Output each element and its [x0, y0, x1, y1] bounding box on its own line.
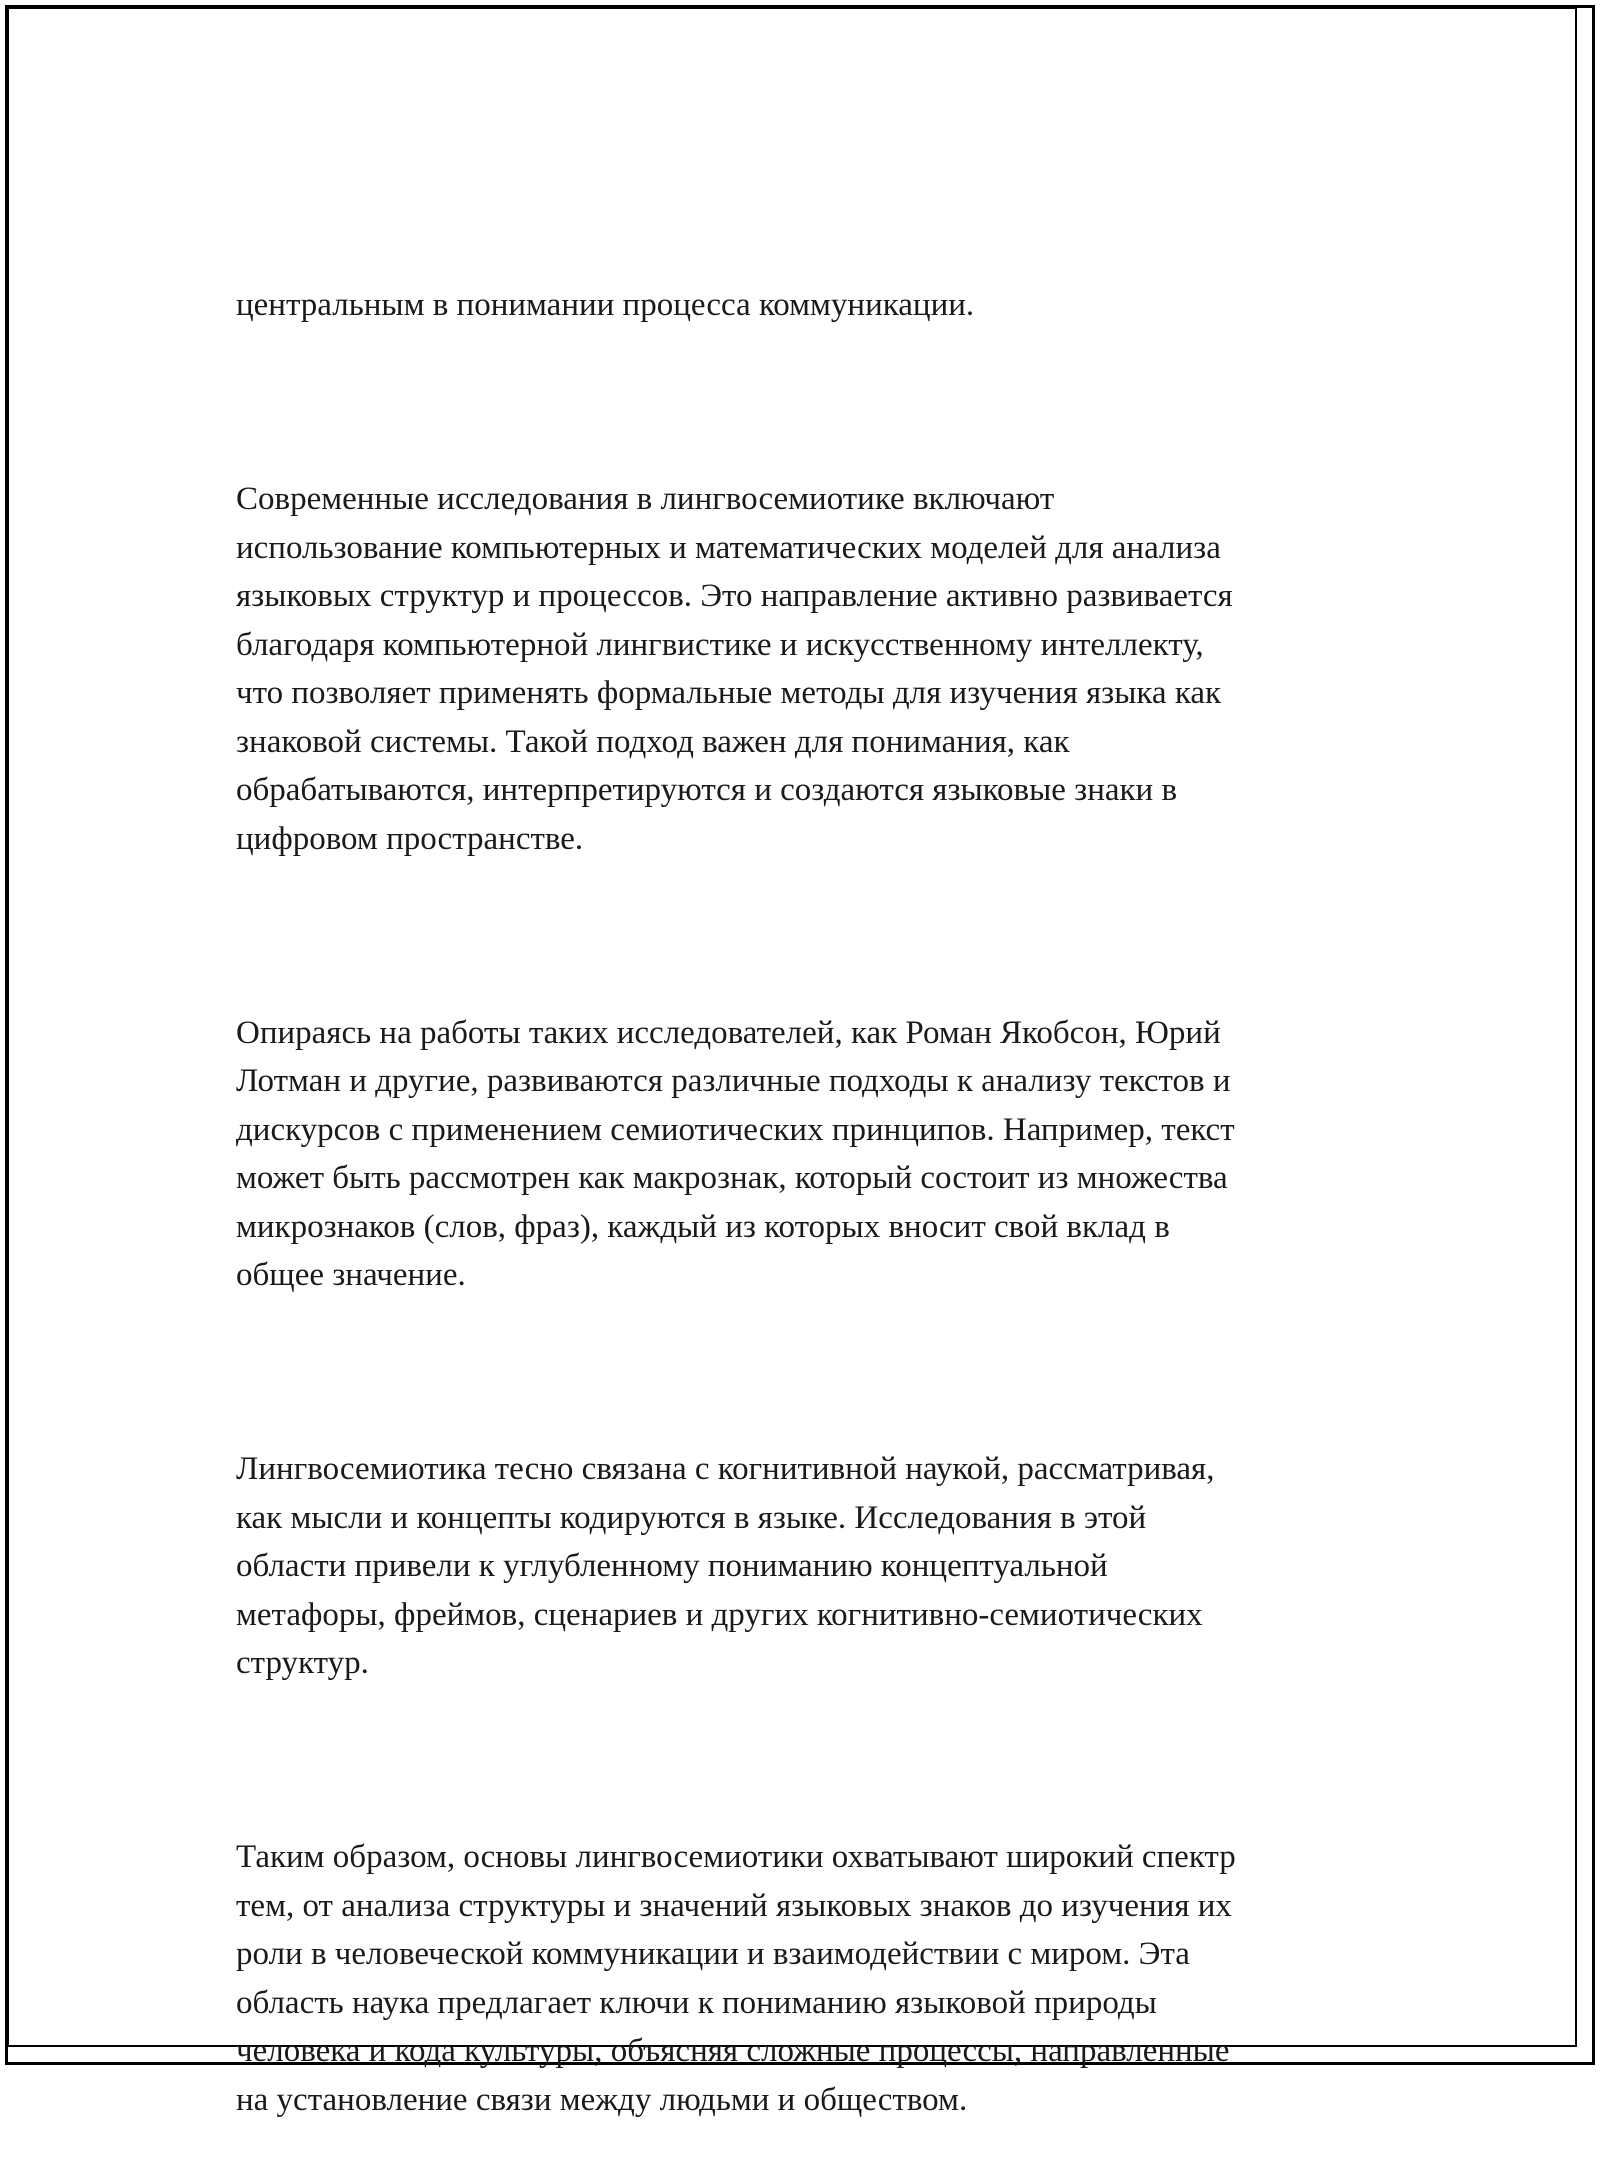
text-line: роли в человеческой коммуникации и взаимодействии с миром. Эта [236, 1936, 1190, 1972]
text-line: Лингвосемиотика тесно связана с когнитивной наукой, рассматривая, [236, 1451, 1215, 1487]
text-line: тем, от анализа структуры и значений языковых знаков до изучения их [236, 1887, 1232, 1924]
text-line: обрабатываются, интерпретируются и создаются языковые знаки в [236, 772, 1178, 808]
text-line: использование компьютерных и математических моделей для анализа [236, 529, 1221, 566]
text-line: может быть рассмотрен как макрознак, который состоит из множества [236, 1160, 1228, 1196]
text-line: Таким образом, основы лингвосемиотики охватывают широкий спектр [236, 1839, 1236, 1875]
text-line: область наука предлагает ключи к пониманию языковой природы [236, 1984, 1157, 2021]
text-line: как мысли и концепты кодируются в языке. Исследования в этой [236, 1499, 1147, 1536]
text-line: общее значение. [236, 1257, 466, 1293]
text-line: метафоры, фреймов, сценариев и других когнитивно-семиотических [236, 1596, 1203, 1633]
text-line: на установление связи между людьми и обществом. [236, 2081, 968, 2118]
paragraph-4 [236, 1445, 1366, 1688]
text-line: Опираясь на работы таких исследователей, как Роман Якобсон, Юрий [236, 1014, 1221, 1051]
text-line: дискурсов с применением семиотических принципов. Например, текст [236, 1111, 1235, 1148]
text-line: центральным в понимании процесса коммуникации. [236, 287, 975, 323]
paragraph-5 [236, 1833, 1366, 2124]
text-line: микрознаков (слов, фраз), каждый из которых вносит свой вклад в [236, 1208, 1170, 1245]
text-line: благодаря компьютерной лингвистике и искусственному интеллекту, [236, 626, 1204, 663]
document-body [236, 184, 1366, 2173]
text-line: структур. [236, 1645, 369, 1681]
text-line: языковых структур и процессов. Это направление активно развивается [236, 578, 1233, 614]
text-line: Современные исследования в лингвосемиотике включают [236, 481, 1055, 517]
text-line: что позволяет применять формальные методы для изучения языка как [236, 675, 1222, 711]
paragraph-3 [236, 1009, 1366, 1300]
text-line: области привели к углубленному пониманию концептуальной [236, 1548, 1108, 1584]
text-line: цифровом пространстве. [236, 820, 584, 857]
paragraph-1 [236, 233, 1366, 330]
paragraph-2 [236, 475, 1366, 863]
text-line: Лотман и другие, развиваются различные подходы к анализу текстов и [236, 1063, 1231, 1099]
text-line: знаковой системы. Такой подход важен для понимания, как [236, 723, 1070, 760]
text-line: человека и кода культуры, объясняя сложные процессы, направленные [236, 2033, 1230, 2069]
